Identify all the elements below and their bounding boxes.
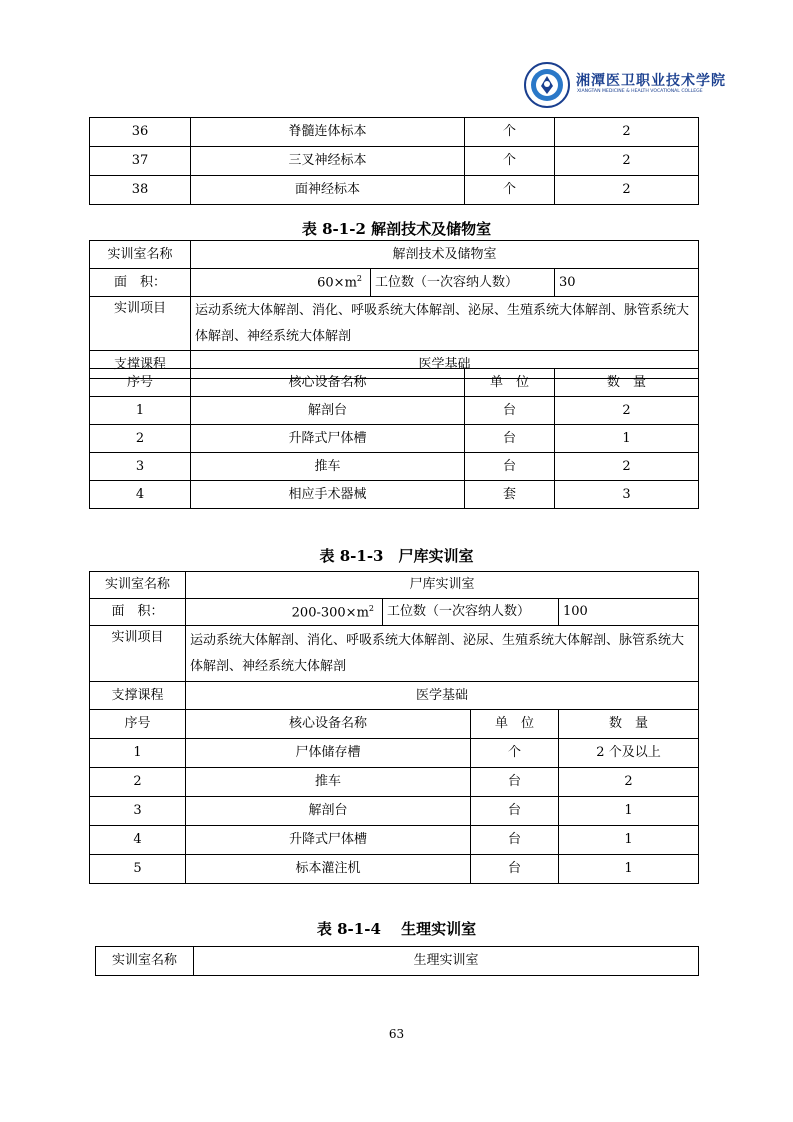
station-value: 100 bbox=[559, 599, 699, 626]
table-row bbox=[90, 768, 699, 797]
equipment-unit: 台 bbox=[465, 397, 555, 425]
row-number: 2 bbox=[90, 768, 186, 797]
equipment-unit: 台 bbox=[471, 826, 559, 855]
course-value: 医学基础 bbox=[186, 682, 699, 710]
equipment-unit: 台 bbox=[465, 425, 555, 453]
header-unit: 单 位 bbox=[465, 369, 555, 397]
area-number: 200-300×m bbox=[291, 604, 369, 620]
table-caption-8-1-3: 表 8-1-3 尸库实训室 bbox=[319, 547, 474, 565]
course-label: 支撑课程 bbox=[90, 351, 191, 379]
equipment-name: 升降式尸体槽 bbox=[186, 826, 471, 855]
equipment-name: 解剖台 bbox=[191, 397, 465, 425]
lab-table-8-1-4 bbox=[95, 946, 699, 976]
table-row bbox=[90, 241, 699, 269]
equipment-quantity: 2 bbox=[555, 176, 699, 205]
row-number: 36 bbox=[90, 118, 191, 147]
equipment-quantity: 1 bbox=[559, 826, 699, 855]
header-no: 序号 bbox=[90, 710, 186, 739]
equipment-quantity: 1 bbox=[559, 855, 699, 884]
table-row bbox=[90, 453, 699, 481]
logo-english-name: XIANGTAN MEDICINE & HEALTH VOCATIONAL COLLEGE bbox=[577, 89, 703, 94]
row-number: 4 bbox=[90, 826, 186, 855]
table-row bbox=[90, 682, 699, 710]
row-number: 5 bbox=[90, 855, 186, 884]
area-value bbox=[186, 599, 383, 626]
equipment-quantity: 2 bbox=[555, 453, 699, 481]
equipment-name: 三叉神经标本 bbox=[191, 147, 465, 176]
row-number: 1 bbox=[90, 397, 191, 425]
equipment-quantity: 3 bbox=[555, 481, 699, 509]
table-header-row bbox=[90, 710, 699, 739]
header-name: 核心设备名称 bbox=[191, 369, 465, 397]
equipment-name: 解剖台 bbox=[186, 797, 471, 826]
table-row bbox=[90, 147, 699, 176]
equipment-quantity: 2 bbox=[559, 768, 699, 797]
room-label: 实训室名称 bbox=[90, 572, 186, 599]
course-value: 医学基础 bbox=[191, 351, 699, 379]
row-number: 4 bbox=[90, 481, 191, 509]
station-label: 工位数（一次容纳人数） bbox=[371, 269, 555, 297]
header-name: 核心设备名称 bbox=[186, 710, 471, 739]
lab-table-8-1-2-equipment bbox=[89, 368, 699, 509]
equipment-unit: 台 bbox=[471, 797, 559, 826]
room-label: 实训室名称 bbox=[96, 947, 194, 976]
equipment-quantity: 2 bbox=[555, 118, 699, 147]
table-row bbox=[90, 118, 699, 147]
project-label: 实训项目 bbox=[90, 297, 191, 351]
area-number: 60×m bbox=[317, 275, 357, 291]
equipment-name: 脊髓连体标本 bbox=[191, 118, 465, 147]
room-value: 生理实训室 bbox=[194, 947, 699, 976]
equipment-unit: 个 bbox=[465, 118, 555, 147]
lab-table-8-1-2 bbox=[89, 240, 699, 379]
table-row bbox=[90, 855, 699, 884]
college-emblem-icon bbox=[524, 62, 570, 108]
equipment-name: 升降式尸体槽 bbox=[191, 425, 465, 453]
logo-chinese-name: 湘潭医卫职业技术学院 bbox=[576, 73, 726, 89]
equipment-quantity: 1 bbox=[555, 425, 699, 453]
area-unit-superscript: 2 bbox=[368, 603, 374, 613]
table-row bbox=[90, 297, 699, 351]
equipment-name: 推车 bbox=[191, 453, 465, 481]
equipment-quantity: 2 bbox=[555, 147, 699, 176]
table-row bbox=[90, 269, 699, 297]
table-row bbox=[90, 626, 699, 682]
equipment-unit: 台 bbox=[471, 768, 559, 797]
table-row bbox=[90, 397, 699, 425]
area-value bbox=[191, 269, 371, 297]
equipment-unit: 台 bbox=[471, 855, 559, 884]
equipment-unit: 套 bbox=[465, 481, 555, 509]
room-value: 尸库实训室 bbox=[186, 572, 699, 599]
table-row bbox=[90, 599, 699, 626]
table-row bbox=[90, 176, 699, 205]
table-row bbox=[90, 797, 699, 826]
equipment-unit: 个 bbox=[465, 176, 555, 205]
page-number: 63 bbox=[388, 1027, 405, 1041]
equipment-unit: 个 bbox=[465, 147, 555, 176]
equipment-table-continued bbox=[89, 117, 699, 205]
equipment-name: 相应手术器械 bbox=[191, 481, 465, 509]
project-label: 实训项目 bbox=[90, 626, 186, 682]
equipment-name: 推车 bbox=[186, 768, 471, 797]
area-unit-superscript: 2 bbox=[356, 274, 362, 284]
equipment-unit: 台 bbox=[465, 453, 555, 481]
lab-table-8-1-3-equipment bbox=[89, 709, 699, 884]
area-label: 面 积： bbox=[90, 269, 191, 297]
table-row bbox=[96, 947, 699, 976]
college-logo bbox=[524, 62, 726, 114]
table-caption-8-1-4: 表 8-1-4 生理实训室 bbox=[316, 920, 477, 938]
equipment-quantity: 2 bbox=[555, 397, 699, 425]
row-number: 3 bbox=[90, 453, 191, 481]
station-label: 工位数（一次容纳人数） bbox=[383, 599, 559, 626]
table-row bbox=[90, 739, 699, 768]
table-caption-8-1-2: 表 8-1-2 解剖技术及储物室 bbox=[301, 220, 492, 238]
row-number: 3 bbox=[90, 797, 186, 826]
equipment-unit: 个 bbox=[471, 739, 559, 768]
table-row bbox=[90, 572, 699, 599]
table-row bbox=[90, 425, 699, 453]
row-number: 38 bbox=[90, 176, 191, 205]
area-label: 面 积： bbox=[90, 599, 186, 626]
station-value: 30 bbox=[555, 269, 699, 297]
equipment-quantity: 2 个及以上 bbox=[559, 739, 699, 768]
header-qty: 数 量 bbox=[559, 710, 699, 739]
project-value: 运动系统大体解剖、消化、呼吸系统大体解剖、泌尿、生殖系统大体解剖、脉管系统大体解剖、神经系统大体解剖 bbox=[186, 626, 699, 682]
equipment-quantity: 1 bbox=[559, 797, 699, 826]
room-label: 实训室名称 bbox=[90, 241, 191, 269]
header-qty: 数 量 bbox=[555, 369, 699, 397]
equipment-name: 尸体储存槽 bbox=[186, 739, 471, 768]
row-number: 1 bbox=[90, 739, 186, 768]
room-value: 解剖技术及储物室 bbox=[191, 241, 699, 269]
row-number: 37 bbox=[90, 147, 191, 176]
lab-table-8-1-3 bbox=[89, 571, 699, 710]
table-header-row bbox=[90, 369, 699, 397]
project-value: 运动系统大体解剖、消化、呼吸系统大体解剖、泌尿、生殖系统大体解剖、脉管系统大体解剖、神经系统大体解剖 bbox=[191, 297, 699, 351]
equipment-name: 标本灌注机 bbox=[186, 855, 471, 884]
equipment-name: 面神经标本 bbox=[191, 176, 465, 205]
course-label: 支撑课程 bbox=[90, 682, 186, 710]
table-row bbox=[90, 481, 699, 509]
row-number: 2 bbox=[90, 425, 191, 453]
header-no: 序号 bbox=[90, 369, 191, 397]
table-row bbox=[90, 826, 699, 855]
header-unit: 单 位 bbox=[471, 710, 559, 739]
